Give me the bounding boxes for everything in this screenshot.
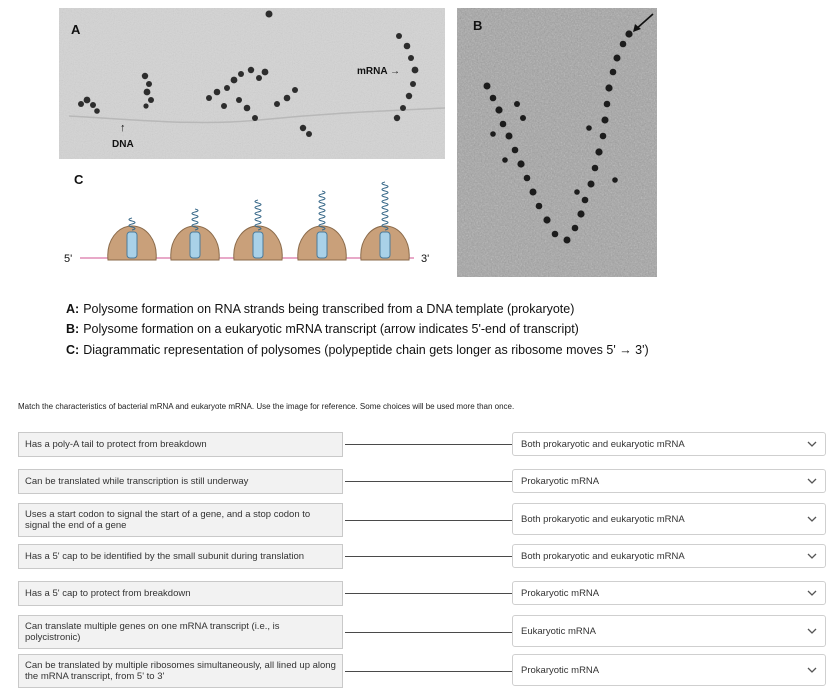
match-prompt: Uses a start codon to signal the start of a gene, and a stop codon to signal the end of a gene bbox=[18, 503, 343, 537]
dna-label: DNA bbox=[112, 139, 134, 150]
match-prompt: Can be translated by multiple ribosomes simultaneously, all lined up along the mRNA transcript, from 5' to 3' bbox=[18, 654, 343, 688]
chevron-down-icon bbox=[807, 551, 817, 561]
micrograph-a bbox=[59, 8, 445, 159]
mrna-label: mRNA → bbox=[357, 66, 400, 77]
chevron-down-icon bbox=[807, 439, 817, 449]
connector-line bbox=[345, 593, 530, 594]
chevron-down-icon bbox=[807, 514, 817, 524]
caption-c: C: Diagrammatic representation of polysomes (polypeptide chain gets longer as ribosome moves 5' → 3') bbox=[66, 343, 649, 357]
polypeptide-chain bbox=[319, 191, 325, 230]
caption-a: A: Polysome formation on RNA strands being transcribed from a DNA template (prokaryote) bbox=[66, 302, 575, 316]
polypeptide-chain bbox=[382, 182, 388, 230]
up-arrow-icon: ↑ bbox=[120, 122, 126, 134]
connector-line bbox=[345, 481, 530, 482]
chevron-down-icon bbox=[807, 665, 817, 675]
chevron-down-icon bbox=[807, 476, 817, 486]
answer-dropdown[interactable]: Both prokaryotic and eukaryotic mRNA bbox=[512, 544, 826, 568]
figure-panel-a bbox=[59, 8, 445, 159]
connector-line bbox=[345, 671, 530, 672]
connector-line bbox=[345, 556, 530, 557]
match-prompt: Has a poly-A tail to protect from breakdown bbox=[18, 432, 343, 457]
ribosome-icon bbox=[361, 182, 409, 260]
ribosome-icon bbox=[298, 191, 346, 260]
chevron-down-icon bbox=[807, 626, 817, 636]
micrograph-b bbox=[457, 8, 657, 277]
ribosome-icon bbox=[171, 209, 219, 260]
ribosome-icon bbox=[234, 200, 282, 260]
three-prime-label: 3' bbox=[421, 253, 430, 265]
five-prime-label: 5' bbox=[64, 253, 73, 265]
instruction-text: Match the characteristics of bacterial mRNA and eukaryote mRNA. Use the image for reference. Some choices will be used more than once. bbox=[18, 402, 515, 411]
connector-line bbox=[345, 444, 530, 445]
panel-c-letter: C bbox=[74, 172, 84, 187]
match-prompt: Can be translated while transcription is still underway bbox=[18, 469, 343, 494]
answer-dropdown[interactable]: Both prokaryotic and eukaryotic mRNA bbox=[512, 503, 826, 535]
chevron-down-icon bbox=[807, 588, 817, 598]
ribosome-icon bbox=[108, 218, 156, 260]
answer-dropdown[interactable]: Both prokaryotic and eukaryotic mRNA bbox=[512, 432, 826, 456]
match-prompt: Can translate multiple genes on one mRNA transcript (i.e., is polycistronic) bbox=[18, 615, 343, 649]
panel-b-letter: B bbox=[473, 18, 483, 33]
answer-dropdown[interactable]: Prokaryotic mRNA bbox=[512, 654, 826, 686]
caption-b: B: Polysome formation on a eukaryotic mRNA transcript (arrow indicates 5'-end of transcript) bbox=[66, 322, 579, 336]
panel-a-letter: A bbox=[71, 22, 81, 37]
answer-dropdown[interactable]: Prokaryotic mRNA bbox=[512, 581, 826, 605]
polysome-diagram bbox=[56, 168, 446, 278]
figure-panel-c bbox=[56, 168, 446, 278]
answer-dropdown[interactable]: Eukaryotic mRNA bbox=[512, 615, 826, 647]
connector-line bbox=[345, 632, 530, 633]
connector-line bbox=[345, 520, 530, 521]
match-prompt: Has a 5' cap to protect from breakdown bbox=[18, 581, 343, 606]
match-prompt: Has a 5' cap to be identified by the small subunit during translation bbox=[18, 544, 343, 569]
answer-dropdown[interactable]: Prokaryotic mRNA bbox=[512, 469, 826, 493]
figure-panel-b bbox=[457, 8, 657, 277]
